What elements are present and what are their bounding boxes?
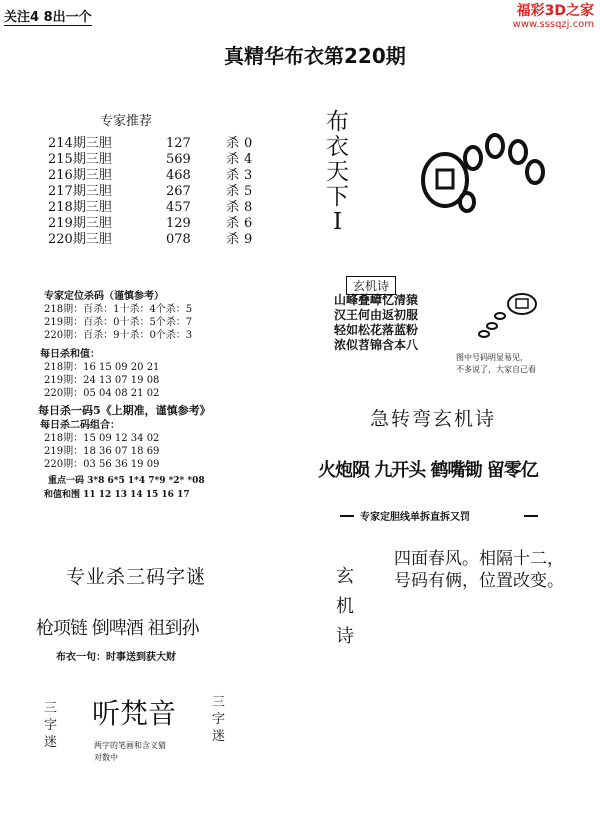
expert-issue: 217期三胆: [48, 184, 112, 199]
expert-kill-label: 杀: [226, 136, 240, 151]
expert-kill-label: 杀: [226, 168, 240, 183]
buyi-char: I: [332, 209, 343, 235]
divider: [524, 515, 538, 517]
chain-link-icon: [465, 147, 481, 169]
listen-notes: [94, 740, 166, 764]
divider: [340, 515, 354, 517]
poem-caption: [456, 352, 536, 376]
chain-link-icon: [495, 313, 505, 319]
expert-nums: 468: [166, 168, 191, 183]
site-watermark: [513, 4, 594, 32]
daily-kill-two-row: 220期：03 56 36 19 09: [44, 459, 160, 470]
expert-kill: 6: [244, 216, 253, 231]
page-title: 真精华布衣第220期: [224, 44, 406, 68]
site-url: www.sssqzj.com: [512, 19, 594, 30]
caption-line: 图中号码明显易见，: [456, 353, 528, 362]
riddle-label-right: [212, 694, 225, 745]
position-kill-heading: 专家定位杀码（谨慎参考）: [44, 291, 164, 302]
chain-link-icon: [487, 323, 497, 329]
xuanji-lines: [394, 548, 564, 592]
xuanji-vertical: [336, 562, 354, 652]
expert-nums: 267: [166, 184, 191, 199]
position-kill-row: 218期：百杀：1十杀：4个杀：5: [44, 304, 193, 315]
daily-sum-row: 218期：16 15 09 20 21: [44, 362, 160, 373]
coin-icon: [508, 294, 536, 314]
daily-kill-two-row: 219期：18 36 07 18 69: [44, 446, 160, 457]
sum-span: 和值和围 11 12 13 14 15 16 17: [44, 490, 190, 500]
daily-sum-list: [44, 361, 159, 400]
turn-poem-heading: 急转弯玄机诗: [370, 408, 497, 430]
expert-nums: 569: [166, 152, 191, 167]
note-line: 两字的笔画和含义猜: [94, 741, 166, 750]
expert-heading: 专家推荐: [100, 114, 153, 129]
single-pick: 专家定胆线单拆直拆又罚: [360, 512, 470, 523]
mystic-poem-lines: [334, 293, 418, 353]
daily-kill-two-list: [44, 432, 159, 471]
expert-kill: 0: [244, 136, 253, 151]
expert-nums: 078: [166, 232, 191, 247]
xuanji-line: 号码有俩，位置改变。: [394, 571, 564, 591]
position-kill-list: [44, 303, 192, 342]
label-char: 字: [212, 712, 226, 727]
expert-kill: 4: [244, 152, 253, 167]
header-note: 关注4 8出一个: [4, 6, 92, 26]
chain-link-icon: [460, 193, 474, 211]
riddle-heading: 专业杀三码字谜: [66, 566, 207, 588]
mystic-poem-label: 玄机诗: [346, 276, 396, 295]
chain-link-icon: [479, 331, 489, 337]
position-kill-row: 220期：百杀：9十杀：0个杀：3: [44, 330, 193, 341]
xuanji-line: 四面春风。相隔十二，: [394, 549, 564, 569]
label-char: 迷: [212, 729, 226, 744]
focus-groups: 重点一码 3*8 6*5 1*4 7*9 *2* *08: [48, 476, 205, 486]
expert-issue: 219期三胆: [48, 216, 112, 231]
riddle-line: 枪项链 倒啤酒 祖到孙: [36, 618, 199, 639]
xuanji-char: 机: [336, 596, 354, 617]
expert-kill-label: 杀: [226, 232, 240, 247]
expert-issue: 215期三胆: [48, 152, 112, 167]
label-char: 迷: [44, 735, 58, 750]
poem-line: 轻如松花落蓝粉: [334, 323, 419, 337]
label-char: 三: [44, 701, 58, 716]
coin-chain-illustration: [415, 130, 555, 230]
expert-nums: 129: [166, 216, 191, 231]
position-kill-row: 219期：百杀：0十杀：5个杀：7: [44, 317, 193, 328]
label-char: 字: [44, 718, 58, 733]
daily-sum-row: 219期：24 13 07 19 08: [44, 375, 160, 386]
chain-illustration: [470, 288, 550, 348]
buyi-char: 天: [326, 159, 349, 185]
expert-kill: 5: [244, 184, 253, 199]
expert-kill: 8: [244, 200, 253, 215]
expert-kill: 9: [244, 232, 253, 247]
daily-kill-one: 每日杀一码5《上期准，谨慎参考》: [38, 404, 211, 417]
expert-nums: 127: [166, 136, 191, 151]
chain-link-icon: [527, 161, 543, 183]
buyi-char: 下: [326, 184, 349, 210]
site-name: 福彩3D之家: [516, 3, 594, 19]
daily-kill-two-row: 218期：15 09 12 34 02: [44, 433, 160, 444]
listen-main: 听梵音: [92, 697, 177, 730]
fire-line: 火炮陨 九开头 鹤嘴锄 留零亿: [318, 460, 538, 481]
label-char: 三: [212, 695, 226, 710]
daily-kill-two-heading: 每日杀二码组合：: [40, 420, 120, 431]
expert-issue: 214期三胆: [48, 136, 112, 151]
expert-issue: 216期三胆: [48, 168, 112, 183]
riddle-saying: 布衣一句：时事送到获大财: [56, 652, 176, 663]
expert-issue: 218期三胆: [48, 200, 112, 215]
buyi-vertical-title: [326, 110, 349, 235]
xuanji-char: 诗: [336, 626, 354, 647]
expert-kill-label: 杀: [226, 152, 240, 167]
daily-sum-row: 220期：05 04 08 21 02: [44, 388, 160, 399]
expert-issue: 220期三胆: [48, 232, 112, 247]
chain-link-icon: [487, 135, 503, 157]
expert-kill-label: 杀: [226, 184, 240, 199]
expert-kill-label: 杀: [226, 200, 240, 215]
expert-nums: 457: [166, 200, 191, 215]
caption-line: 不多说了，大家自己看: [456, 365, 536, 374]
riddle-label-left: [44, 700, 57, 751]
xuanji-char: 玄: [336, 566, 354, 587]
daily-sum-heading: 每日杀和值：: [40, 349, 100, 360]
poem-line: 汉王何由返初服: [334, 308, 419, 322]
expert-kill-label: 杀: [226, 216, 240, 231]
buyi-char: 衣: [326, 134, 349, 160]
expert-kill: 3: [244, 168, 253, 183]
poem-line: 山峰叠嶂忆清猿: [334, 293, 419, 307]
note-line: 对数中: [94, 753, 118, 762]
buyi-char: 布: [326, 109, 349, 135]
poem-line: 浓似苕锦含本八: [334, 338, 419, 352]
chain-link-icon: [510, 141, 526, 163]
